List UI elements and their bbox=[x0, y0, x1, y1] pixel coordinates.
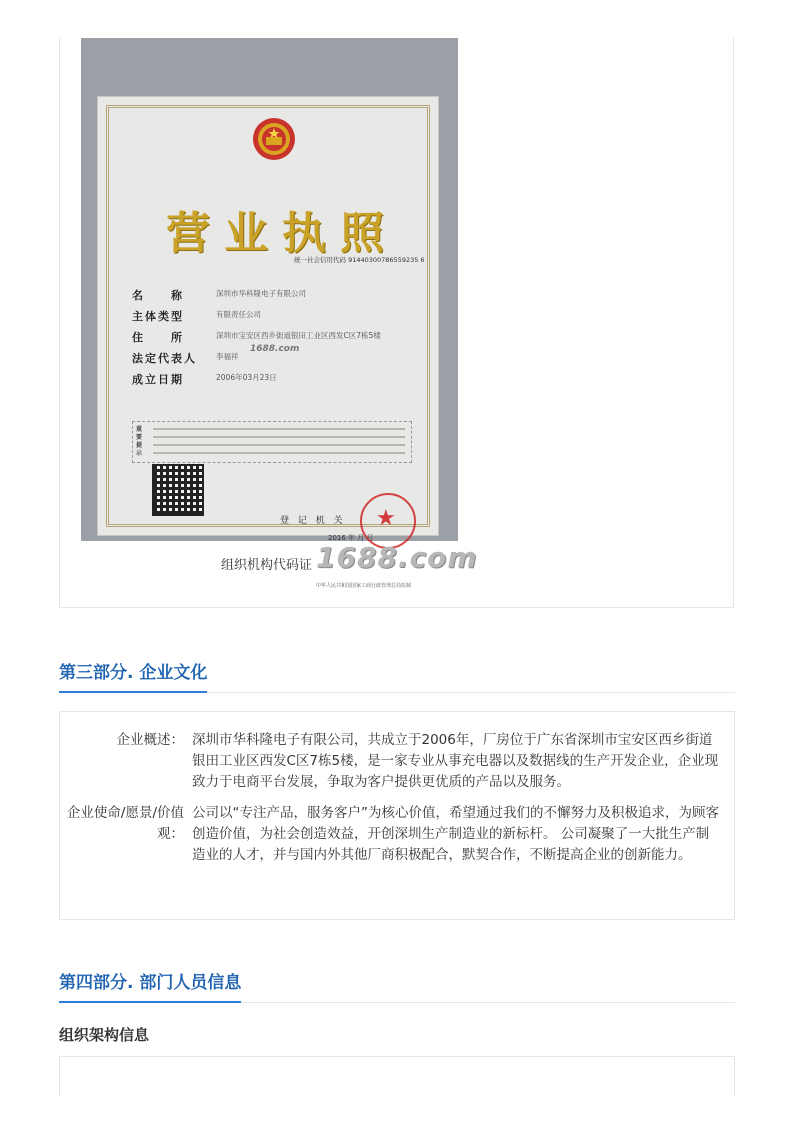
star-icon: ★ bbox=[376, 506, 396, 531]
mission-row bbox=[60, 803, 736, 866]
culture-panel bbox=[59, 711, 735, 920]
section-title: 第四部分. 部门人员信息 bbox=[59, 968, 241, 1003]
mission-label: 企业使命/愿景/价值观： bbox=[66, 805, 184, 842]
license-row-label: 住 所 bbox=[132, 331, 184, 344]
license-row-label: 成立日期 bbox=[132, 373, 184, 386]
license-row bbox=[132, 287, 422, 308]
license-watermark: 1688.com bbox=[250, 344, 300, 354]
section-heading-staff bbox=[59, 968, 735, 1003]
license-row-value: 深圳市华科隆电子有限公司 bbox=[216, 289, 306, 298]
license-title: 营业执照 bbox=[166, 208, 398, 259]
mission-text: 公司以“专注产品，服务客户”为核心价值，希望通过我们的不懈努力及积极追求，为顾客创造价值，为社会创造效益，开创深圳生产制造业的新标杆。 公司凝聚了一大批生产制造业的人才，并与国内外其他厂商积极配合，默契合作，不断提高企业的创新能力。 bbox=[192, 805, 719, 863]
overview-text: 深圳市华科隆电子有限公司，共成立于2006年，厂房位于广东省深圳市宝安区西乡街道银田工业区西发C区7栋5楼，是一家专业从事充电器以及数据线的生产开发企业，企业现致力于电商平台发展，争取为客户提供更优质的产品以及服务。 bbox=[192, 732, 719, 790]
license-row bbox=[132, 308, 422, 329]
license-footer: 中华人民共和国国家工商行政管理总局监制 bbox=[316, 583, 412, 589]
license-row bbox=[132, 371, 422, 392]
license-row-value: 深圳市宝安区西乡街道银田工业区西发C区7栋5楼 bbox=[216, 331, 381, 340]
license-row-label: 主体类型 bbox=[132, 310, 184, 323]
org-structure-panel bbox=[59, 1056, 735, 1096]
license-row-value: 2006年03月23日 bbox=[216, 373, 277, 382]
national-emblem-icon bbox=[252, 115, 296, 163]
qr-code-icon bbox=[152, 464, 204, 516]
license-row-value: 李福祥 bbox=[216, 352, 239, 361]
section-title: 第三部分. 企业文化 bbox=[59, 658, 207, 693]
registration-office: 登 记 机 关 bbox=[280, 516, 346, 526]
registration-date: 2016 年 月 日 bbox=[328, 534, 374, 542]
license-row-value: 有限责任公司 bbox=[216, 310, 261, 319]
license-row-label: 法定代表人 bbox=[132, 352, 197, 365]
image-caption: 组织机构代码证 bbox=[221, 558, 313, 573]
site-watermark: 1688.com bbox=[316, 541, 478, 574]
license-fields bbox=[132, 287, 422, 392]
overview-row bbox=[60, 730, 736, 793]
section-heading-culture bbox=[59, 658, 735, 693]
notice-heading: 重要提示 bbox=[136, 426, 143, 457]
org-structure-heading: 组织架构信息 bbox=[59, 1026, 150, 1044]
license-row-label: 名 称 bbox=[132, 289, 184, 302]
overview-label: 企业概述： bbox=[116, 732, 184, 748]
license-notice bbox=[132, 421, 412, 463]
credit-code: 统一社会信用代码 91440300786559235 6 bbox=[294, 256, 425, 264]
